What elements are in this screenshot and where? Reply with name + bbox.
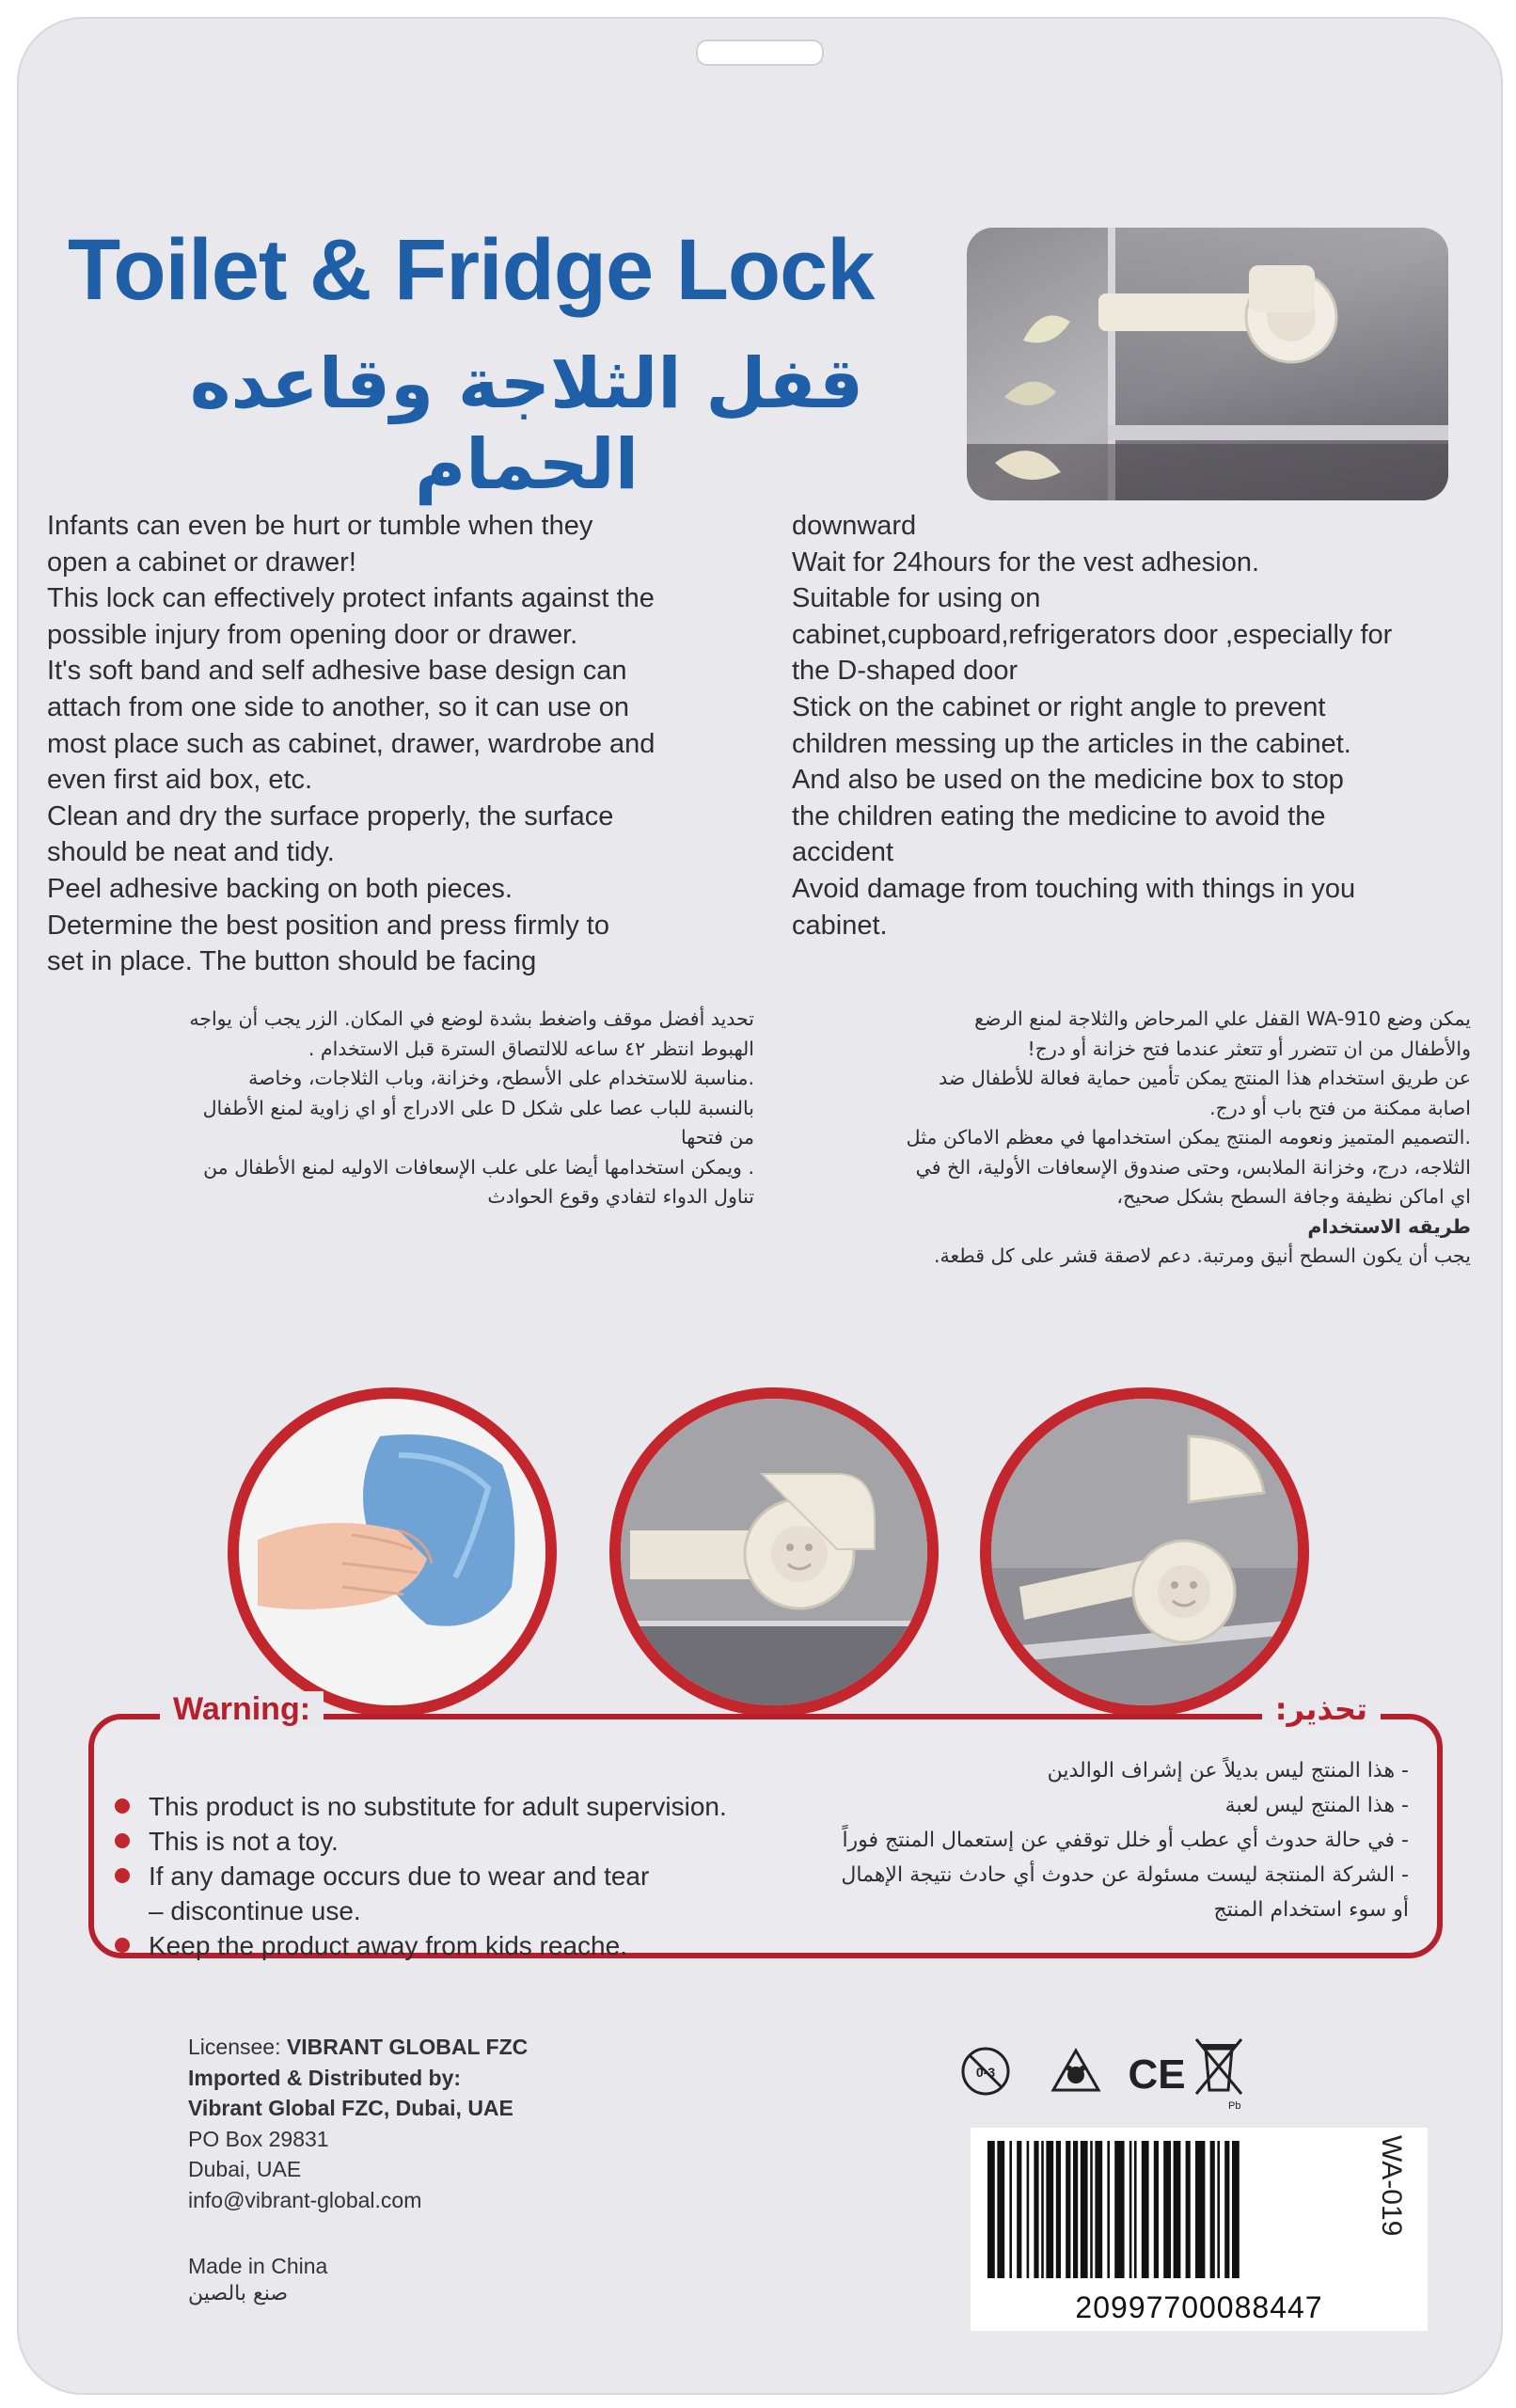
text-line: Avoid damage from touching with things in you: [792, 873, 1356, 904]
warning-item: This is not a toy.: [115, 1824, 727, 1859]
barcode-bar: [1017, 2141, 1021, 2278]
text-line: most place such as cabinet, drawer, wardrobe and: [47, 728, 655, 759]
warning-item-ar: - هذا المنتج ليس لعبة: [1224, 1794, 1409, 1817]
text-line: والأطفال من ان تتضرر أو تتعثر عندما فتح خزانة أو درج!: [1027, 1037, 1471, 1060]
barcode-bar: [1232, 2141, 1240, 2278]
description-en-right: [792, 508, 1478, 943]
text-line: the D-shaped door: [792, 656, 1019, 687]
made-in: Made in China: [188, 2254, 328, 2278]
description-en-left: [47, 508, 724, 980]
barcode-bar: [1095, 2141, 1102, 2278]
barcode-bar: [1114, 2141, 1124, 2278]
age-warning-icon: [963, 2049, 1008, 2094]
text-line: يمكن وضع WA-910 القفل علي المرحاض والثلاجة لمنع الرضع: [974, 1007, 1471, 1030]
text-line: even first aid box, etc.: [47, 765, 313, 796]
text-line: Determine the best position and press firmly to: [47, 910, 609, 941]
warning-list-ar: [841, 1753, 1409, 1927]
warning-item-ar: - الشركة المنتجة ليست مسئولة عن حدوث أي حادث نتيجة الإهمال: [841, 1863, 1409, 1887]
barcode-bar: [1186, 2141, 1191, 2278]
text-line: This lock can effectively protect infants against the: [47, 583, 655, 614]
age-label: 0-3: [975, 2065, 996, 2080]
warning-item-continuation: – discontinue use.: [149, 1896, 361, 1925]
barcode-bar: [1195, 2141, 1205, 2278]
usage-heading: طريقه الاستخدام: [1307, 1214, 1471, 1238]
text-line: And also be used on the medicine box to stop: [792, 765, 1344, 796]
barcode-bar: [1129, 2141, 1132, 2278]
barcode: [971, 2128, 1428, 2331]
text-line: .التصميم المتميز ونعومه المنتج يمكن استخدامها في معظم الاماكن مثل: [906, 1126, 1471, 1149]
product-code: WA-019: [1376, 2135, 1407, 2237]
step-clean-surface-photo: [228, 1387, 557, 1717]
barcode-bar: [1163, 2141, 1171, 2278]
text-line: بالنسبة للباب عصا على شكل D على الادراج أو اي زاوية لمنع الأطفال: [202, 1096, 754, 1119]
barcode-bar: [1090, 2141, 1093, 2278]
text-line: الهبوط انتظر ٤٢ ساعه للالتصاق السترة قبل الاستخدام .: [308, 1037, 754, 1060]
company-name: Vibrant Global FZC, Dubai, UAE: [188, 2096, 513, 2120]
text-line: يجب أن يكون السطح أنيق ومرتبة. دعم لاصقة قشر على كل قطعة.: [934, 1244, 1471, 1267]
text-line: should be neat and tidy.: [47, 837, 335, 868]
text-line: cabinet.: [792, 910, 888, 941]
step-lock-engaged-photo: [980, 1387, 1309, 1717]
certification-icons: [959, 2032, 1335, 2116]
warning-item-ar: - في حالة حدوث أي عطب أو خلل توقفي عن إستعمال المنتج فوراً: [842, 1829, 1409, 1852]
warning-item: This product is no substitute for adult supervision.: [115, 1789, 727, 1824]
text-line: Wait for 24hours for the vest adhesion.: [792, 547, 1260, 578]
warning-list-en: [115, 1789, 727, 1963]
weee-label: Pb: [1228, 2100, 1241, 2112]
text-line: Clean and dry the surface properly, the surface: [47, 800, 614, 832]
text-line: اي اماكن نظيفة وجافة السطح بشكل صحيح،: [1116, 1185, 1471, 1208]
text-line: possible injury from opening door or drawer.: [47, 619, 578, 650]
barcode-bar: [1107, 2141, 1110, 2278]
barcode-bar: [987, 2141, 995, 2278]
made-in-arabic: صنع بالصين: [188, 2282, 289, 2305]
barcode-bar: [1009, 2141, 1012, 2278]
text-line: attach from one side to another, so it can use on: [47, 691, 630, 722]
warning-box: [88, 1691, 1443, 1960]
warning-item: If any damage occurs due to wear and tear: [115, 1859, 727, 1893]
warning-item-ar: - هذا المنتج ليس بديلاً عن إشراف الوالدين: [1047, 1759, 1409, 1782]
bullet-icon: [115, 1938, 130, 1953]
warning-item: Keep the product away from kids reache.: [115, 1928, 727, 1963]
text-line: Infants can even be hurt or tumble when they: [47, 511, 593, 541]
barcode-bar: [1224, 2141, 1229, 2278]
ce-mark-icon: CE: [1128, 2052, 1186, 2098]
warning-title-arabic: تحذير:: [1262, 1691, 1381, 1727]
text-line: cabinet,cupboard,refrigerators door ,especially for: [792, 619, 1393, 650]
city: Dubai, UAE: [188, 2157, 302, 2181]
text-line: children messing up the articles in the cabinet.: [792, 728, 1351, 759]
barcode-bar: [1073, 2141, 1078, 2278]
barcode-bar: [1081, 2141, 1088, 2278]
text-line: the children eating the medicine to avoid the: [792, 800, 1326, 832]
barcode-bar: [1066, 2141, 1070, 2278]
text-line: تحديد أفضل موقف واضغط بشدة لوضع في المكان. الزر يجب أن يواجه: [189, 1007, 754, 1030]
text-line: اصابة ممكنة من فتح باب أو درج.: [1209, 1096, 1471, 1119]
product-title-arabic: قفل الثلاجة وقاعده الحمام: [189, 343, 864, 505]
bullet-icon: [115, 1868, 130, 1883]
barcode-bar: [1217, 2141, 1220, 2278]
barcode-bar: [1174, 2141, 1181, 2278]
hang-hole: [696, 40, 824, 66]
licensee-line: Licensee: VIBRANT GLOBAL FZC: [188, 2035, 529, 2059]
text-line: accident: [792, 837, 894, 868]
barcode-bar: [1142, 2141, 1149, 2278]
barcode-bar: [1210, 2141, 1215, 2278]
text-line: downward: [792, 511, 917, 541]
product-photo: [967, 228, 1448, 500]
email: info@vibrant-global.com: [188, 2187, 422, 2212]
weee-bin-icon: [1196, 2039, 1241, 2112]
text-line: . ويمكن استخدامها أيضا على علب الإسعافات الاوليه لمنع الأطفال من: [203, 1155, 754, 1179]
packaging-card: [17, 17, 1503, 2395]
imported-label: Imported & Distributed by:: [188, 2065, 462, 2090]
description-ar-left: [56, 1005, 754, 1212]
description-ar-right: [790, 1005, 1471, 1272]
barcode-bar: [1056, 2141, 1061, 2278]
toy-safety-icon: [1053, 2051, 1098, 2090]
po-box: PO Box 29831: [188, 2126, 329, 2151]
text-line: It's soft band and self adhesive base design can: [47, 656, 627, 687]
warning-title: Warning:: [160, 1691, 324, 1728]
barcode-bar: [1034, 2141, 1038, 2278]
text-line: open a cabinet or drawer!: [47, 547, 356, 578]
barcode-bar: [1154, 2141, 1159, 2278]
company-info: [188, 2032, 528, 2215]
step-attach-lock-photo: [609, 1387, 939, 1717]
barcode-number: 20997700088447: [1075, 2290, 1323, 2324]
barcode-bar: [1027, 2141, 1030, 2278]
text-line: Suitable for using on: [792, 583, 1041, 614]
warning-item-ar: أو سوء استخدام المنتج: [1213, 1898, 1409, 1922]
product-title: Toilet & Fridge Lock: [68, 222, 875, 318]
barcode-bars: [971, 2128, 1428, 2288]
bullet-icon: [115, 1833, 130, 1848]
text-line: .مناسبة للاستخدام على الأسطح، وخزانة، وباب الثلاجات، وخاصة: [248, 1067, 754, 1089]
text-line: set in place. The button should be facing: [47, 946, 537, 977]
text-line: الثلاجه، درج، وخزانة الملابس، وحتى صندوق الإسعافات الأولية، الخ في: [915, 1155, 1471, 1179]
text-line: من فتحها: [680, 1126, 754, 1149]
barcode-bar: [1041, 2141, 1044, 2278]
origin: [188, 2252, 327, 2308]
text-line: Peel adhesive backing on both pieces.: [47, 873, 513, 904]
bullet-icon: [115, 1798, 130, 1814]
text-line: تناول الدواء لتفادي وقوع الحوادث: [487, 1185, 754, 1208]
text-line: عن طريق استخدام هذا المنتج يمكن تأمين حماية فعالة للأطفال ضد: [939, 1067, 1471, 1089]
barcode-bar: [1134, 2141, 1137, 2278]
barcode-bar: [997, 2141, 1004, 2278]
barcode-bar: [1046, 2141, 1053, 2278]
text-line: Stick on the cabinet or right angle to prevent: [792, 691, 1326, 722]
